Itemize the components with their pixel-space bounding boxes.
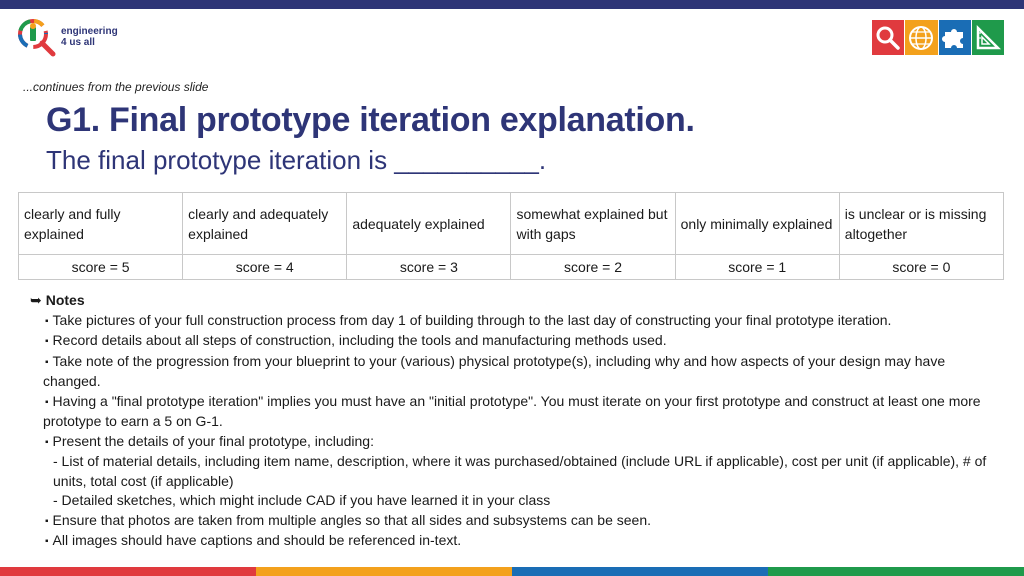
engineering-4-us-all-logo — [15, 16, 118, 58]
note-sub-item — [43, 452, 998, 491]
score-cell: score = 0 — [839, 255, 1003, 280]
notes-heading-label: Notes — [45, 292, 85, 308]
logo-text-line1: engineering — [61, 26, 118, 37]
stripe-red — [0, 567, 256, 576]
logo-text-line2: 4 us all — [61, 37, 95, 48]
header-icon-strip — [872, 20, 1004, 55]
note-text: Take pictures of your full construction process from day 1 of building through to the last day of constructing your final prototype iteration. — [52, 311, 892, 328]
rubric-cell: clearly and adequately explained — [183, 193, 347, 255]
rubric-cell: somewhat explained but with gaps — [511, 193, 675, 255]
score-cell: score = 5 — [19, 255, 183, 280]
note-sub-item — [43, 491, 998, 511]
note-item — [43, 352, 998, 392]
arrow-icon: ➥ — [30, 292, 42, 308]
stripe-green — [768, 567, 1024, 576]
triangle-ruler-icon — [972, 20, 1004, 55]
slide-subtitle: The final prototype iteration is __________. — [46, 145, 547, 175]
rubric-cell: adequately explained — [347, 193, 511, 255]
top-accent-bar — [0, 0, 1024, 9]
stripe-orange — [256, 567, 512, 576]
bullet-icon: ▪ — [45, 336, 49, 347]
puzzle-icon — [939, 20, 971, 55]
search-icon — [872, 20, 904, 55]
bullet-icon: ▪ — [45, 515, 49, 527]
notes-heading — [30, 291, 998, 311]
rubric-table — [18, 192, 1004, 280]
bottom-color-stripes — [0, 567, 1024, 576]
note-text: Ensure that photos are taken from multiple angles so that all sides and subsystems can be seen. — [52, 511, 651, 528]
score-cell: score = 4 — [183, 255, 347, 280]
magnifier-logo-icon — [15, 16, 57, 58]
note-item — [43, 311, 998, 332]
rubric-cell: clearly and fully explained — [19, 193, 183, 255]
score-cell: score = 2 — [511, 255, 675, 280]
score-cell: score = 1 — [675, 255, 839, 280]
continues-note: ...continues from the previous slide — [23, 80, 209, 94]
rubric-score-row — [19, 255, 1004, 280]
bullet-icon: ▪ — [45, 536, 49, 547]
stripe-blue — [512, 567, 768, 576]
note-sub-text: - Detailed sketches, which might include CAD if you have learned it in your class — [53, 492, 551, 508]
slide-title: G1. Final prototype iteration explanation. — [46, 101, 695, 139]
notes-section — [30, 291, 998, 552]
rubric-cell: is unclear or is missing altogether — [839, 193, 1003, 255]
note-text: Record details about all steps of construction, including the tools and manufacturing methods used. — [52, 332, 667, 348]
note-text: All images should have captions and should be referenced in-text. — [52, 532, 462, 548]
bullet-icon: ▪ — [45, 315, 49, 327]
note-text: Take note of the progression from your blueprint to your (various) physical prototype(s), including why and how aspects of your design may have changed. — [43, 352, 946, 389]
note-item — [43, 531, 998, 552]
score-cell: score = 3 — [347, 255, 511, 280]
bullet-icon: ▪ — [45, 396, 49, 408]
note-sub-text: - List of material details, including item name, description, where it was purchased/obtained (include URL if applicable), cost per unit (if applicable), # of units, total cost (if applicable) — [53, 453, 987, 489]
note-text: Having a "final prototype iteration" implies you must have an "initial prototype". You must iterate on your first prototype and construct at least one more prototype to earn a 5 on G-1. — [43, 392, 981, 429]
bullet-icon: ▪ — [45, 436, 49, 448]
note-item — [43, 331, 998, 352]
rubric-cell: only minimally explained — [675, 193, 839, 255]
note-text: Present the details of your final prototype, including: — [52, 432, 374, 449]
rubric-description-row — [19, 193, 1004, 255]
note-item — [43, 392, 998, 432]
globe-icon — [905, 20, 937, 55]
note-item — [43, 432, 998, 453]
note-item — [43, 511, 998, 532]
bullet-icon: ▪ — [45, 356, 49, 368]
